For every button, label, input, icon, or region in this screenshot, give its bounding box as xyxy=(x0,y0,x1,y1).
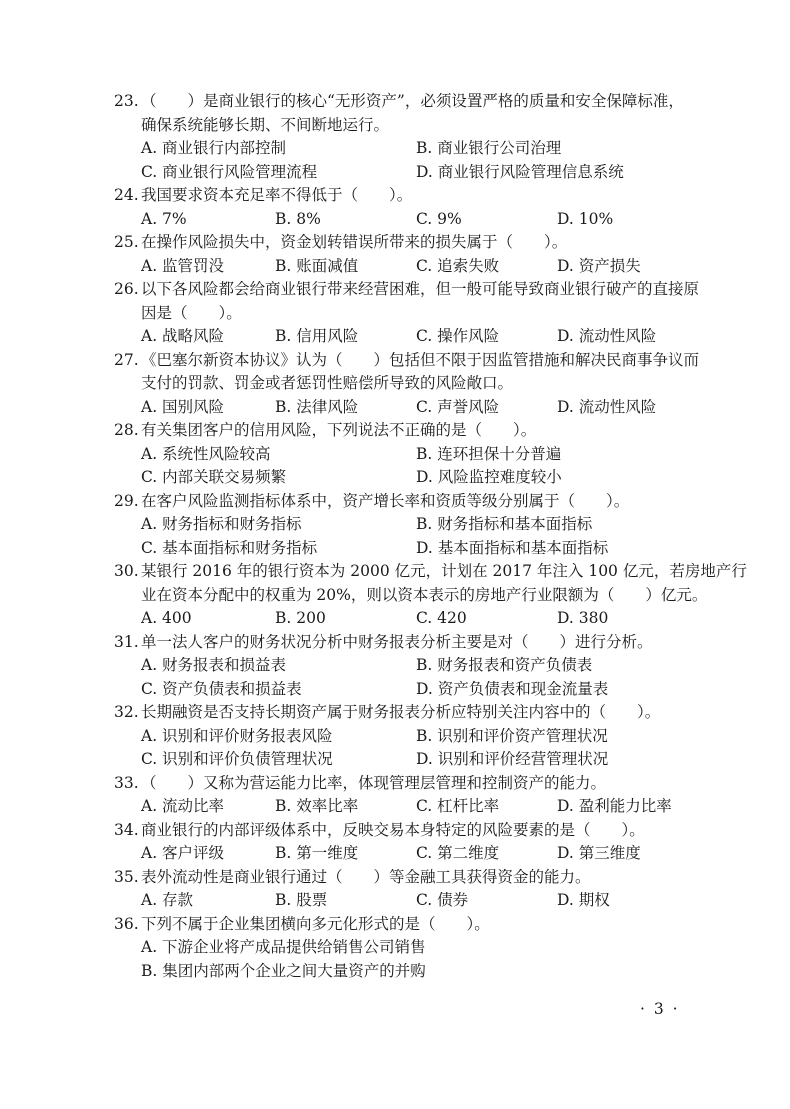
option-row xyxy=(0,607,790,631)
option-row xyxy=(0,537,790,561)
option-a[interactable]: A. 客户评级 xyxy=(141,844,225,862)
option-row xyxy=(0,513,790,537)
option-d[interactable]: D. 流动性风险 xyxy=(557,327,657,345)
stem-line: 在操作风险损失中，资金划转错误所带来的损失属于（ ）。 xyxy=(141,233,568,251)
option-c[interactable]: C. 内部关联交易频繁 xyxy=(141,468,287,486)
option-row xyxy=(0,678,790,702)
question-26 xyxy=(0,278,790,349)
stem-line: 表外流动性是商业银行通过（ ）等金融工具获得资金的能力。 xyxy=(141,867,591,886)
option-c[interactable]: C. 商业银行风险管理流程 xyxy=(141,162,318,181)
question-35 xyxy=(0,866,790,913)
option-row xyxy=(0,161,790,185)
question-28 xyxy=(0,419,790,490)
option-c[interactable]: C. 杠杆比率 xyxy=(416,797,500,815)
option-b[interactable]: B. 8% xyxy=(275,209,321,228)
option-d[interactable]: D. 资产损失 xyxy=(557,256,641,275)
stem-line: 某银行 2016 年的银行资本为 2000 亿元，计划在 2017 年注入 100 亿元，若房地产行 xyxy=(141,562,747,580)
option-row xyxy=(0,396,790,420)
option-b[interactable]: B. 连环担保十分普遍 xyxy=(416,444,562,463)
question-list xyxy=(0,90,790,983)
option-c[interactable]: C. 第二维度 xyxy=(416,844,500,862)
question-stem xyxy=(0,819,790,843)
option-row xyxy=(0,466,790,490)
question-23 xyxy=(0,90,790,184)
option-a[interactable]: A. 存款 xyxy=(141,891,194,909)
question-number: 28. xyxy=(114,421,139,439)
option-row xyxy=(0,654,790,678)
option-b[interactable]: B. 识别和评价资产管理状况 xyxy=(416,726,608,745)
stem-line: 《巴塞尔新资本协议》认为（ ）包括但不限于因监管措施和解决民商事争议而 xyxy=(141,350,700,369)
option-b[interactable]: B. 商业银行公司治理 xyxy=(416,139,562,157)
option-row xyxy=(0,889,790,913)
option-d[interactable]: D. 盈利能力比率 xyxy=(557,797,672,815)
stem-line: 我国要求资本充足率不得低于（ ）。 xyxy=(141,186,413,204)
option-a[interactable]: A. 商业银行内部控制 xyxy=(141,139,287,157)
option-row xyxy=(0,725,790,749)
option-a[interactable]: A. 下游企业将产成品提供给销售公司销售 xyxy=(141,938,426,956)
question-number: 26. xyxy=(114,280,139,298)
question-stem xyxy=(0,349,790,373)
question-36 xyxy=(0,913,790,984)
option-c[interactable]: C. 420 xyxy=(416,609,467,627)
stem-line: 在客户风险监测指标体系中，资产增长率和资质等级分别属于（ ）。 xyxy=(141,491,630,510)
question-stem xyxy=(0,184,790,208)
option-d[interactable]: D. 商业银行风险管理信息系统 xyxy=(416,162,624,181)
question-27 xyxy=(0,349,790,420)
option-row xyxy=(0,208,790,232)
option-d[interactable]: D. 期权 xyxy=(557,891,610,909)
question-number: 34. xyxy=(114,820,139,839)
question-number: 33. xyxy=(114,773,139,792)
question-stem xyxy=(0,560,790,584)
question-32 xyxy=(0,701,790,772)
question-stem xyxy=(0,866,790,890)
question-30 xyxy=(0,560,790,631)
question-33 xyxy=(0,772,790,819)
option-row xyxy=(0,137,790,161)
question-stem xyxy=(0,490,790,514)
option-b[interactable]: B. 股票 xyxy=(275,891,328,909)
stem-line: 商业银行的内部评级体系中，反映交易本身特定的风险要素的是（ ）。 xyxy=(141,820,645,839)
question-number: 27. xyxy=(114,350,139,369)
question-stem xyxy=(0,913,790,937)
option-row xyxy=(0,443,790,467)
option-d[interactable]: D. 风险监控难度较小 xyxy=(416,468,562,486)
stem-line: 下列不属于企业集团横向多元化形式的是（ ）。 xyxy=(141,914,490,933)
option-d[interactable]: D. 识别和评价经营管理状况 xyxy=(416,750,609,768)
option-d[interactable]: D. 基本面指标和基本面指标 xyxy=(416,538,609,557)
option-b[interactable]: B. 第一维度 xyxy=(275,844,359,862)
option-b[interactable]: B. 效率比率 xyxy=(275,797,359,815)
question-34 xyxy=(0,819,790,866)
question-24 xyxy=(0,184,790,231)
option-a[interactable]: A. 流动比率 xyxy=(141,797,225,815)
option-row xyxy=(0,325,790,349)
stem-line: 单一法人客户的财务状况分析中财务报表分析主要是对（ ）进行分析。 xyxy=(141,632,653,651)
question-number: 29. xyxy=(114,491,139,510)
option-d[interactable]: D. 10% xyxy=(557,209,614,228)
option-a[interactable]: A. 财务指标和财务指标 xyxy=(141,515,302,533)
stem-line: 业在资本分配中的权重为 20%，则以资本表示的房地产行业限额为（ ）亿元。 xyxy=(141,585,708,604)
option-b[interactable]: B. 信用风险 xyxy=(275,327,359,345)
stem-line: 有关集团客户的信用风险，下列说法不正确的是（ ）。 xyxy=(141,421,537,439)
question-stem xyxy=(0,419,790,443)
question-stem xyxy=(0,231,790,255)
option-row xyxy=(0,255,790,279)
option-c[interactable]: C. 基本面指标和财务指标 xyxy=(141,538,318,557)
option-row xyxy=(0,795,790,819)
option-d[interactable]: D. 资产负债表和现金流量表 xyxy=(416,679,609,698)
option-b[interactable]: B. 财务报表和资产负债表 xyxy=(416,656,593,674)
option-a[interactable]: A. 系统性风险较高 xyxy=(141,444,271,463)
question-number: 25. xyxy=(114,233,139,251)
option-d[interactable]: D. 380 xyxy=(557,609,609,627)
question-stem xyxy=(0,772,790,796)
option-c[interactable]: C. 9% xyxy=(416,209,462,228)
option-a[interactable]: A. 财务报表和损益表 xyxy=(141,656,287,674)
question-stem xyxy=(0,90,790,114)
question-stem xyxy=(0,701,790,725)
option-c[interactable]: C. 操作风险 xyxy=(416,327,500,345)
question-number: 32. xyxy=(114,703,139,721)
question-stem xyxy=(0,278,790,302)
option-a[interactable]: A. 国别风险 xyxy=(141,397,225,416)
question-29 xyxy=(0,490,790,561)
option-a[interactable]: A. 7% xyxy=(141,209,187,228)
option-c[interactable]: C. 资产负债表和损益表 xyxy=(141,679,302,698)
stem-line: 以下各风险都会给商业银行带来经营困难，但一般可能导致商业银行破产的直接原 xyxy=(141,280,700,298)
option-a[interactable]: A. 监管罚没 xyxy=(141,256,225,275)
question-number: 35. xyxy=(114,867,139,886)
stem-line: 长期融资是否支持长期资产属于财务报表分析应特别关注内容中的（ ）。 xyxy=(141,703,661,721)
question-number: 24. xyxy=(114,186,139,204)
option-c[interactable]: C. 声誉风险 xyxy=(416,397,500,416)
question-number: 31. xyxy=(114,632,139,651)
stem-line: 支付的罚款、罚金或者惩罚性赔偿所导致的风险敞口。 xyxy=(141,374,514,392)
stem-line: 确保系统能够长期、不间断地运行。 xyxy=(141,115,390,134)
option-b[interactable]: B. 账面减值 xyxy=(275,256,359,275)
option-row xyxy=(0,936,790,960)
option-a[interactable]: A. 战略风险 xyxy=(141,327,225,345)
question-number: 36. xyxy=(114,914,139,933)
option-d[interactable]: D. 第三维度 xyxy=(557,844,641,862)
question-number: 30. xyxy=(114,562,139,580)
stem-line: 因是（ ）。 xyxy=(141,303,242,322)
option-b[interactable]: B. 财务指标和基本面指标 xyxy=(416,515,593,533)
option-a[interactable]: A. 400 xyxy=(141,609,192,627)
option-d[interactable]: D. 流动性风险 xyxy=(557,397,657,416)
option-a[interactable]: A. 识别和评价财务报表风险 xyxy=(141,726,333,745)
stem-line: （ ）是商业银行的核心“无形资产”，必须设置严格的质量和安全保障标准， xyxy=(141,92,684,110)
question-number: 23. xyxy=(114,92,139,110)
option-c[interactable]: C. 识别和评价负债管理状况 xyxy=(141,750,333,768)
question-stem xyxy=(0,631,790,655)
option-row xyxy=(0,842,790,866)
option-row xyxy=(0,748,790,772)
option-b[interactable]: B. 200 xyxy=(275,609,326,627)
option-c[interactable]: C. 追索失败 xyxy=(416,256,500,275)
question-25 xyxy=(0,231,790,278)
question-31 xyxy=(0,631,790,702)
option-b[interactable]: B. 法律风险 xyxy=(275,397,359,416)
page-number: · 3 · xyxy=(640,1000,680,1018)
option-b[interactable]: B. 集团内部两个企业之间大量资产的并购 xyxy=(141,961,426,980)
option-row xyxy=(0,960,790,984)
stem-line: （ ）又称为营运能力比率，体现管理层管理和控制资产的能力。 xyxy=(141,773,607,792)
option-c[interactable]: C. 债券 xyxy=(416,891,469,909)
